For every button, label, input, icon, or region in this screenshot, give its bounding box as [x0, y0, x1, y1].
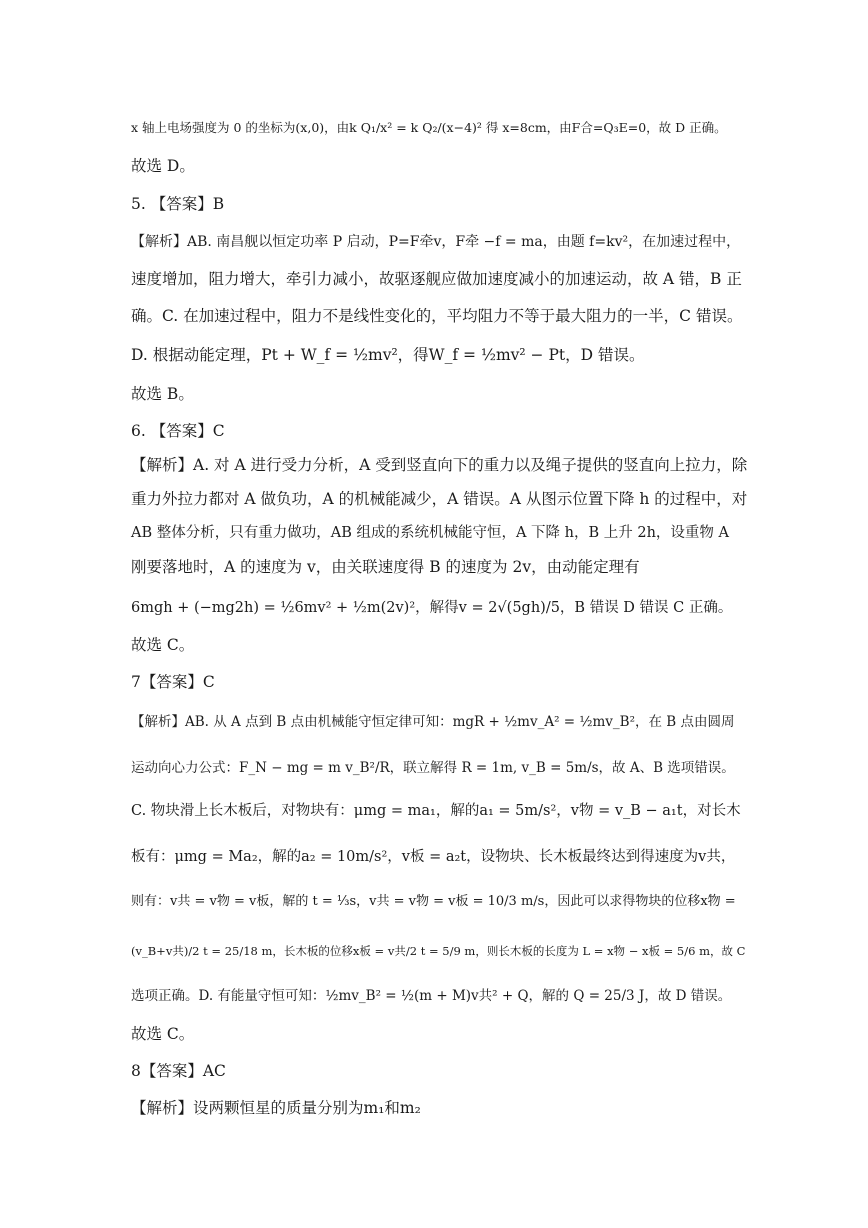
text-line: 刚要落地时，A 的速度为 v，由关联速度得 B 的速度为 2v，由动能定理有 [131, 558, 640, 576]
text-line: 重力外拉力都对 A 做负功，A 的机械能减少，A 错误。A 从图示位置下降 h 的过程中，对 [131, 490, 748, 508]
text-line: 5. 【答案】B [131, 195, 225, 213]
text-line: 板有：μmg = Ma₂，解的a₂ = 10m/s²，v板 = a₂t，设物块、长木板最终达到得速度为v共， [131, 849, 736, 865]
text-line: 速度增加，阻力增大，牵引力减小，故驱逐舰应做加速度减小的加速运动，故 A 错，B 正 [131, 270, 742, 288]
text-line: 【解析】AB. 从 A 点到 B 点由机械能守恒定律可知：mgR + ½mv_A² = ½mv_B²，在 B 点由圆周 [131, 714, 735, 730]
text-line: 【解析】AB. 南昌舰以恒定功率 P 启动，P=F牵v，F牵 −f = ma，由题 f=kv²，在加速过程中， [131, 234, 741, 250]
text-line: D. 根据动能定理，Pt + W_f = ½mv²，得W_f = ½mv² − Pt，D 错误。 [131, 346, 645, 364]
text-line: 6. 【答案】C [131, 422, 225, 440]
text-line: 6mgh + (−mg2h) = ½6mv² + ½m(2v)²，解得v = 2√(5gh)/5，B 错误 D 错误 C 正确。 [131, 600, 733, 616]
text-line: 选项正确。D. 有能量守恒可知：½mv_B² = ½(m + M)v共² + Q，解的 Q = 25/3 J，故 D 错误。 [131, 988, 732, 1004]
text-line: 【解析】设两颗恒星的质量分别为m₁和m₂ [131, 1099, 421, 1117]
text-line: 确。C. 在加速过程中，阻力不是线性变化的，平均阻力不等于最大阻力的一半，C 错误。 [131, 307, 743, 325]
text-line: C. 物块滑上长木板后，对物块有：μmg = ma₁，解的a₁ = 5m/s²，v物 = v_B − a₁t，对长木 [131, 803, 741, 819]
text-line: 则有：v共 = v物 = v板，解的 t = ⅓s，v共 = v物 = v板 = 10/3 m/s，因此可以求得物块的位移x物 = [131, 894, 736, 909]
text-line: 故选 C。 [131, 1025, 195, 1043]
text-line: x 轴上电场强度为 0 的坐标为(x,0)，由k Q₁/x² = k Q₂/(x−4)² 得 x=8cm，由F合=Q₃E=0，故 D 正确。 [131, 120, 727, 135]
text-line: 故选 B。 [131, 385, 194, 403]
text-line: 8【答案】AC [131, 1062, 226, 1080]
text-line: (v_B+v共)/2 t = 25/18 m，长木板的位移x板 = v共/2 t = 5/9 m，则长木板的长度为 L = x物 − x板 = 5/6 m，故 C [131, 944, 746, 958]
text-line: 运动向心力公式：F_N − mg = m v_B²/R，联立解得 R = 1m, v_B = 5m/s，故 A、B 选项错误。 [131, 760, 735, 776]
text-line: 故选 C。 [131, 636, 195, 654]
text-line: 【解析】A. 对 A 进行受力分析，A 受到竖直向下的重力以及绳子提供的竖直向上拉力，除 [131, 456, 748, 474]
text-line: AB 整体分析，只有重力做功，AB 组成的系统机械能守恒，A 下降 h，B 上升 2h，设重物 A [131, 525, 730, 541]
text-line: 7【答案】C [131, 673, 215, 691]
text-line: 故选 D。 [131, 157, 195, 175]
